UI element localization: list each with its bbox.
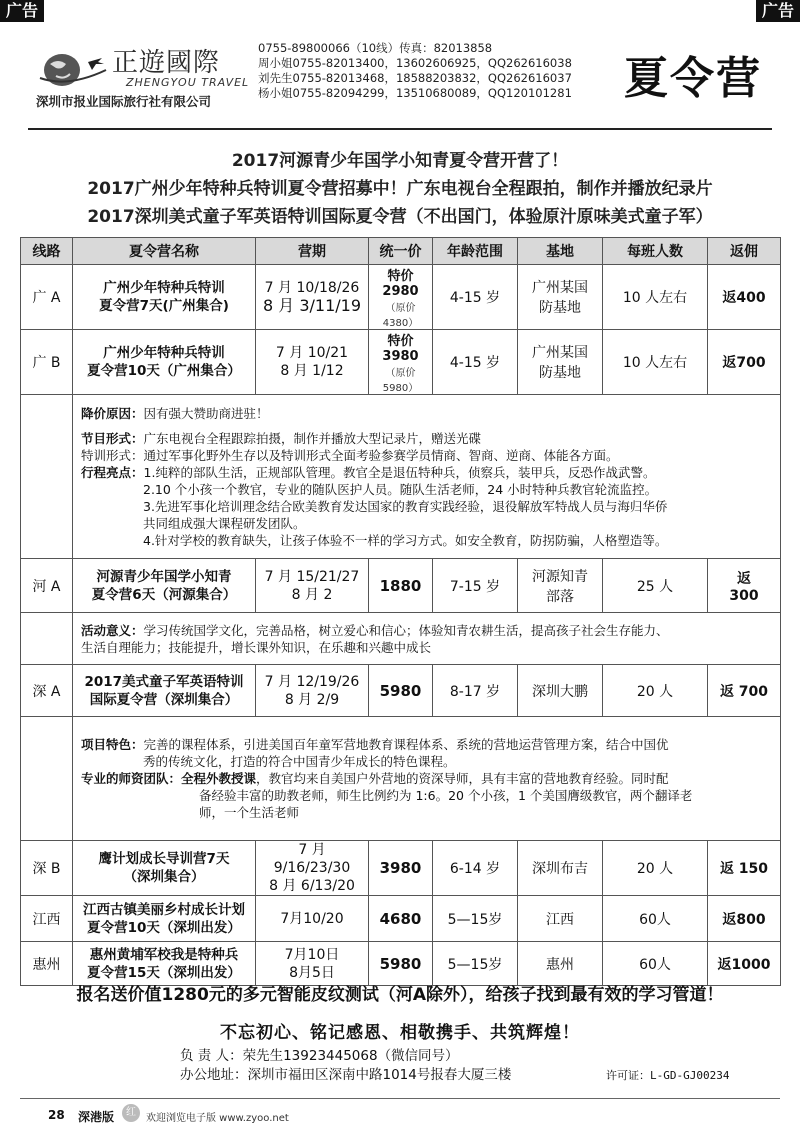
- detail-text: 完善的课程体系，引进美国百年童军营地教育课程体系、系统的营地运营管理方案，结合中国优: [143, 737, 669, 752]
- class-size-cell: 10 人左右: [603, 330, 708, 395]
- column-header: 基地: [518, 238, 603, 265]
- license-number: 许可证：L-GD-GJ00234: [606, 1069, 730, 1082]
- column-header: 每班人数: [603, 238, 708, 265]
- base-cell: [518, 559, 603, 613]
- dates-line: 7 月 12/19/26: [264, 673, 360, 690]
- price-cell: 5980: [369, 665, 433, 717]
- column-header: 返佣: [708, 238, 781, 265]
- camp-name-line: 国际夏令营（深圳集合）: [89, 691, 239, 708]
- base-cell: 江西: [518, 896, 603, 942]
- detail-label: 行程亮点：: [81, 464, 144, 480]
- route-cell: 深 A: [21, 665, 73, 717]
- detail-row: [21, 613, 781, 665]
- detail-text: 学习传统国学文化，完善品格，树立爱心和信心；体验知青农耕生活，提高孩子社会生存能力、: [143, 622, 669, 638]
- camp-name-line: 惠州黄埔军校我是特种兵: [89, 946, 239, 963]
- rebate-cell: 返 150: [708, 841, 781, 896]
- camp-table: [20, 237, 781, 986]
- age-cell: 8-17 岁: [433, 665, 518, 717]
- dates-cell: 7月10/20: [256, 896, 369, 942]
- route-cell: 河 A: [21, 559, 73, 613]
- detail-label: 降价原因：: [81, 405, 144, 421]
- age-cell: 5—15岁: [433, 896, 518, 942]
- rebate-cell: 返400: [708, 265, 781, 330]
- column-header: 夏令营名称: [73, 238, 256, 265]
- rebate-line: 返: [737, 570, 751, 587]
- dates-line: 7 月 10/21: [275, 345, 349, 361]
- rebate-line: 300: [729, 587, 759, 604]
- dates-line: 8月5日: [289, 964, 335, 981]
- price-cell: 1880: [369, 559, 433, 613]
- detail-spacer: [21, 717, 73, 841]
- detail-label: 项目特色：: [81, 737, 144, 752]
- camp-name-line: 夏令营10天（深圳出发）: [87, 919, 241, 936]
- route-cell: 惠州: [21, 942, 73, 986]
- contact-line: 杨小姐0755-82094299，13510680089，QQ120101281: [258, 86, 572, 100]
- class-size-cell: 60人: [603, 942, 708, 986]
- price-cell: 4680: [369, 896, 433, 942]
- page-number: 28: [48, 1108, 65, 1122]
- camp-name-cell: [73, 559, 256, 613]
- base-line: 广州某国: [532, 280, 588, 296]
- base-cell: [518, 330, 603, 395]
- detail-label: 特训形式：: [81, 447, 144, 463]
- camp-name-line: 河源青少年国学小知青: [96, 568, 232, 585]
- contact-list: [258, 41, 572, 101]
- base-cell: 深圳大鹏: [518, 665, 603, 717]
- camp-name-line: （深圳集合）: [123, 869, 205, 885]
- price-original: （原价5980）: [382, 368, 419, 394]
- logo-name-cn: 正遊國際: [112, 48, 221, 78]
- page-title: 夏令营: [624, 53, 762, 104]
- table-row: [21, 265, 781, 330]
- detail-text: ，教官均来自美国户外营地的资深导师，具有丰富的营地教育经验。同时配: [256, 771, 669, 786]
- base-cell: 深圳布吉: [518, 841, 603, 896]
- dates-line: 7 月 10/18/26: [264, 280, 360, 296]
- table-row: [21, 559, 781, 613]
- camp-name-cell: [73, 265, 256, 330]
- office-address: 办公地址：深圳市福田区深南中路1014号报春大厦三楼: [180, 1067, 512, 1083]
- contact-line: 周小姐0755-82013400，13602606925，QQ262616038: [258, 56, 572, 70]
- ad-label-left: 广告: [0, 0, 44, 22]
- age-cell: 4-15 岁: [433, 265, 518, 330]
- camp-name-line: 鹰计划成长导训营7天: [98, 851, 230, 867]
- detail-label: 活动意义：: [81, 622, 144, 638]
- price-special: 特价2980: [382, 269, 419, 299]
- column-header: 线路: [21, 238, 73, 265]
- table-row: [21, 330, 781, 395]
- detail-text: 1.纯粹的部队生活，正规部队管理。教官全是退伍特种兵，侦察兵，装甲兵，反恐作战武警。: [143, 464, 656, 480]
- camp-name-line: 广州少年特种兵特训: [103, 280, 225, 296]
- camp-name-cell: [73, 841, 256, 896]
- contact-person: 负 责 人：荣先生13923445068（微信同号）: [180, 1048, 459, 1064]
- table-row: [21, 841, 781, 896]
- dates-cell: [256, 559, 369, 613]
- dates-line: 7月10日: [284, 946, 340, 963]
- globe-airplane-logo-icon: [38, 48, 108, 88]
- price-cell: [369, 265, 433, 330]
- detail-row: [21, 395, 781, 559]
- detail-cell: [73, 613, 781, 665]
- edition-label: 深港版: [78, 1110, 115, 1124]
- headline: 2017广州少年特种兵特训夏令营招募中！广东电视台全程跟拍，制作并播放纪录片: [87, 179, 713, 199]
- detail-text: 3.先进军事化培训理念结合欧美教育发达国家的教育实践经验，退役解放军特战人员与海归华侨: [143, 498, 668, 514]
- column-header: 年龄范围: [433, 238, 518, 265]
- dates-line: 8 月 2/9: [284, 691, 340, 708]
- contact-line: 0755-89800066（10线）传真：82013858: [258, 41, 493, 55]
- dates-cell: [256, 665, 369, 717]
- age-cell: 7-15 岁: [433, 559, 518, 613]
- camp-name-line: 夏令营7天(广州集合): [99, 298, 229, 314]
- dates-cell: [256, 942, 369, 986]
- detail-text: 广东电视台全程跟踪拍摄，制作并播放大型记录片，赠送光碟: [143, 430, 482, 446]
- dates-line: 8 月 2: [291, 586, 333, 603]
- rebate-cell: 返800: [708, 896, 781, 942]
- camp-name-line: 夏令营6天（河源集合）: [91, 586, 237, 603]
- detail-text: 因有强大赞助商进驻！: [143, 405, 269, 421]
- detail-text: 共同组成强大课程研发团队。: [143, 515, 306, 531]
- dates-line: 7 月 9/16/23/30: [273, 842, 351, 876]
- route-cell: 深 B: [21, 841, 73, 896]
- dates-line: 8 月 1/12: [280, 363, 344, 379]
- class-size-cell: 25 人: [603, 559, 708, 613]
- divider: [20, 1098, 780, 1099]
- ad-label-right: 广告: [756, 0, 800, 22]
- detail-row: [21, 717, 781, 841]
- base-line: 部落: [546, 588, 574, 605]
- detail-text: 师，一个生活老师: [199, 805, 300, 820]
- base-line: 防基地: [539, 365, 581, 381]
- price-cell: 3980: [369, 841, 433, 896]
- price-cell: 5980: [369, 942, 433, 986]
- detail-spacer: [21, 395, 73, 559]
- rebate-cell: 返 700: [708, 665, 781, 717]
- detail-text: 4.针对学校的教育缺失，让孩子体验不一样的学习方式。如安全教育，防拐防骗，人格塑造等。: [143, 532, 668, 548]
- table-row: [21, 665, 781, 717]
- price-cell: [369, 330, 433, 395]
- dates-line: 8 月 3/11/19: [262, 296, 362, 315]
- route-cell: 江西: [21, 896, 73, 942]
- detail-cell: [73, 395, 781, 559]
- detail-text: 秀的传统文化，打造的符合中国青少年成长的特色课程。: [143, 754, 456, 769]
- detail-highlight: 全程外教授课: [181, 771, 257, 786]
- detail-label: 节目形式：: [81, 430, 144, 446]
- price-original: （原价4380）: [382, 303, 419, 329]
- dates-line: 8 月 6/13/20: [269, 878, 355, 894]
- route-cell: 广 B: [21, 330, 73, 395]
- rebate-cell: 返700: [708, 330, 781, 395]
- dates-cell: [256, 265, 369, 330]
- class-size-cell: 20 人: [603, 665, 708, 717]
- detail-text: 备经验丰富的助教老师，师生比例约为 1:6。20 个小孩，1 个美国膺级教官，两个翻译老: [199, 788, 693, 803]
- class-size-cell: 60人: [603, 896, 708, 942]
- table-row: [21, 942, 781, 986]
- base-line: 防基地: [539, 300, 581, 316]
- camp-name-line: 广州少年特种兵特训: [103, 345, 225, 361]
- detail-cell: [73, 717, 781, 841]
- camp-name-cell: [73, 330, 256, 395]
- detail-text: 2.10 个小孩一个教官，专业的随队医护人员。随队生活老师，24 小时特种兵教官轮流监控。: [143, 481, 658, 497]
- edition-badge: 红: [122, 1104, 140, 1122]
- contact-line: 刘先生0755-82013468，18588203832，QQ262616037: [258, 71, 572, 85]
- base-line: 广州某国: [532, 345, 588, 361]
- class-size-cell: 10 人左右: [603, 265, 708, 330]
- camp-name-line: 2017美式童子军英语特训: [84, 673, 244, 690]
- promo-text: 报名送价值1280元的多元智能皮纹测试（河A除外），给孩子找到最有效的学习管道！: [76, 985, 724, 1005]
- logo: [30, 38, 255, 108]
- camp-name-cell: [73, 665, 256, 717]
- camp-name-cell: [73, 896, 256, 942]
- divider: [28, 128, 772, 130]
- age-cell: 6-14 岁: [433, 841, 518, 896]
- table-row: [21, 896, 781, 942]
- detail-label: 专业的师资团队：: [81, 771, 182, 786]
- dates-cell: [256, 330, 369, 395]
- detail-spacer: [21, 613, 73, 665]
- headline: 2017河源青少年国学小知青夏令营开营了！: [231, 151, 569, 171]
- camp-name-cell: [73, 942, 256, 986]
- camp-name-line: 江西古镇美丽乡村成长计划: [83, 901, 245, 918]
- company-name: 深圳市报业国际旅行社有限公司: [36, 94, 212, 109]
- logo-name-en: ZHENGYOU TRAVEL: [126, 76, 250, 89]
- camp-name-line: 夏令营10天（广州集合）: [87, 363, 241, 379]
- detail-text: 通过军事化野外生存以及特训形式全面考验参赛学员情商、智商、逆商、体能各方面。: [143, 447, 619, 463]
- base-cell: 惠州: [518, 942, 603, 986]
- class-size-cell: 20 人: [603, 841, 708, 896]
- rebate-cell: 返1000: [708, 942, 781, 986]
- price-special: 特价3980: [382, 334, 419, 364]
- table-header-row: [21, 238, 781, 265]
- detail-text: 生活自理能力；技能提升，增长课外知识，在乐趣和兴趣中成长: [81, 639, 432, 655]
- camp-name-line: 夏令营15天（深圳出发）: [87, 964, 241, 981]
- base-line: 河源知青: [532, 568, 588, 585]
- route-cell: 广 A: [21, 265, 73, 330]
- slogan: 不忘初心、铭记感恩、相敬携手、共筑辉煌！: [220, 1023, 580, 1043]
- headline: 2017深圳美式童子军英语特训国际夏令营（不出国门，体验原汁原味美式童子军）: [87, 207, 713, 227]
- column-header: 营期: [256, 238, 369, 265]
- dates-line: 7 月 15/21/27: [264, 568, 360, 585]
- base-cell: [518, 265, 603, 330]
- column-header: 统一价: [369, 238, 433, 265]
- website-text: 欢迎浏览电子版 www.zyoo.net: [146, 1113, 289, 1124]
- rebate-cell: [708, 559, 781, 613]
- age-cell: 5—15岁: [433, 942, 518, 986]
- header: [30, 38, 770, 108]
- age-cell: 4-15 岁: [433, 330, 518, 395]
- dates-cell: [256, 841, 369, 896]
